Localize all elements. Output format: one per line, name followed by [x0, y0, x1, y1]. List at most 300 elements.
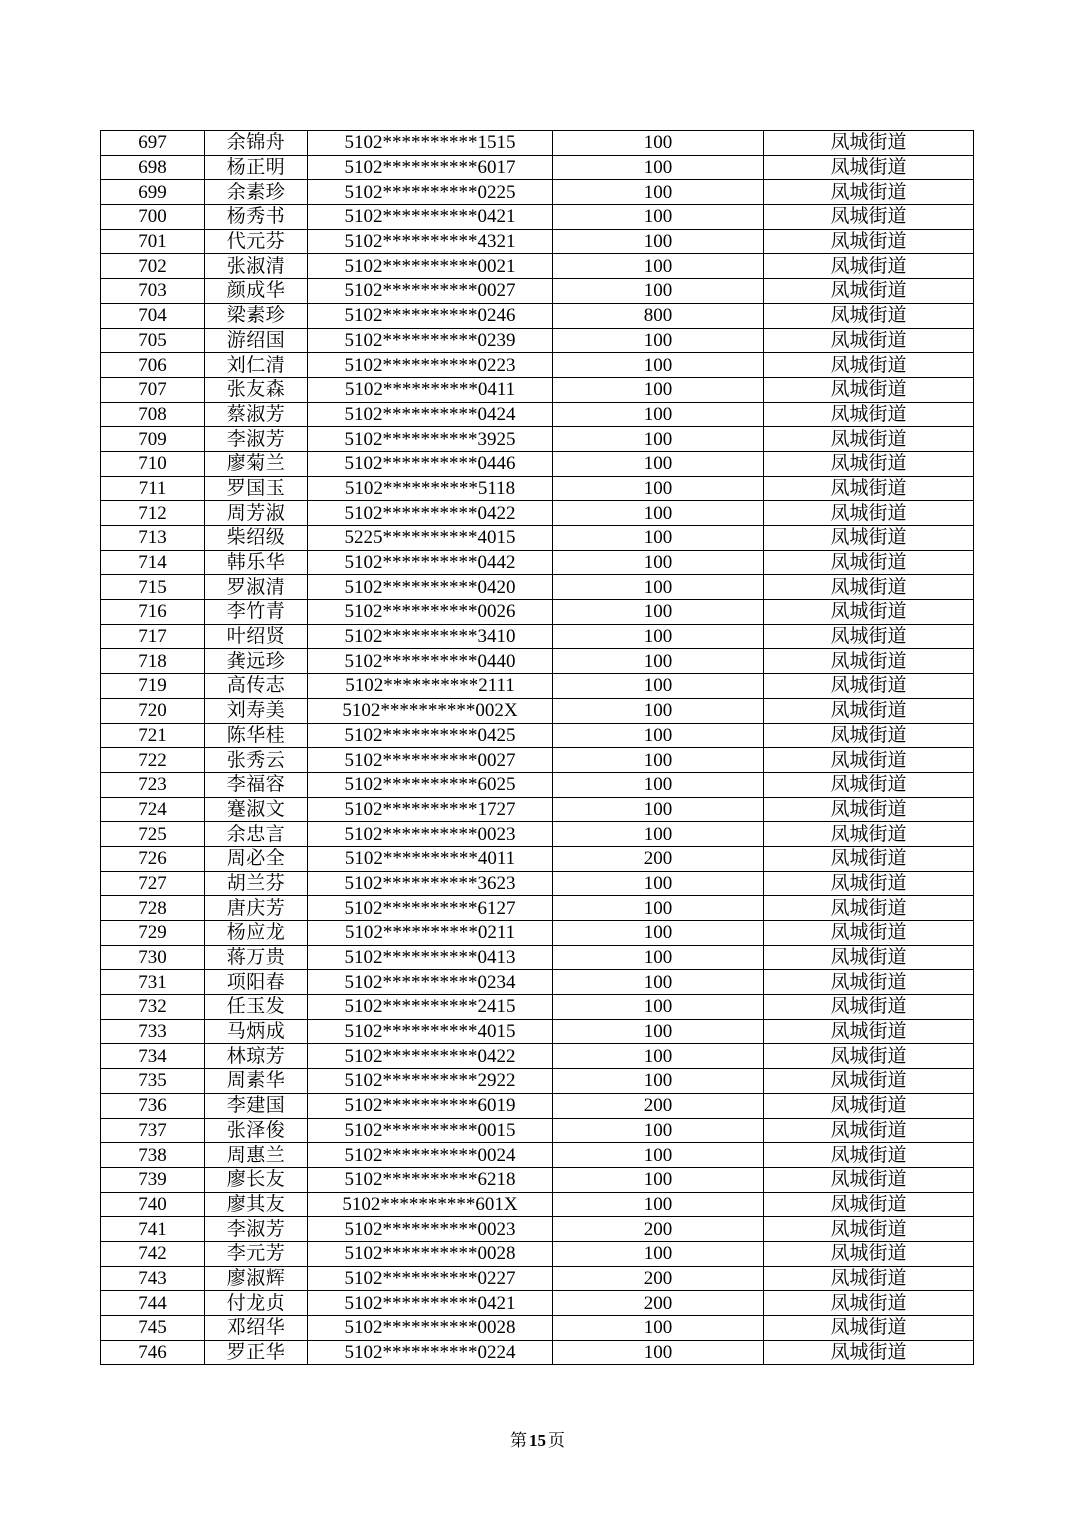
name-cell: 李竹青: [205, 600, 308, 625]
amount-cell: 100: [553, 180, 764, 205]
name-cell: 周芳淑: [205, 501, 308, 526]
street-cell: 凤城街道: [764, 229, 974, 254]
table-row: [101, 846, 974, 871]
seq-cell: 701: [101, 229, 205, 254]
name-cell: 陈华桂: [205, 723, 308, 748]
table-row: [101, 402, 974, 427]
amount-cell: 100: [553, 1044, 764, 1069]
seq-cell: 744: [101, 1291, 205, 1316]
id-number-cell: 5102**********3623: [308, 871, 553, 896]
street-cell: 凤城街道: [764, 896, 974, 921]
id-number-cell: 5102**********1727: [308, 797, 553, 822]
seq-cell: 699: [101, 180, 205, 205]
name-cell: 余素珍: [205, 180, 308, 205]
amount-cell: 100: [553, 624, 764, 649]
street-cell: 凤城街道: [764, 1340, 974, 1365]
name-cell: 颜成华: [205, 279, 308, 304]
id-number-cell: 5102**********1515: [308, 131, 553, 156]
street-cell: 凤城街道: [764, 649, 974, 674]
amount-cell: 100: [553, 229, 764, 254]
amount-cell: 100: [553, 1192, 764, 1217]
name-cell: 杨秀书: [205, 205, 308, 230]
street-cell: 凤城街道: [764, 501, 974, 526]
amount-cell: 200: [553, 846, 764, 871]
amount-cell: 100: [553, 575, 764, 600]
street-cell: 凤城街道: [764, 451, 974, 476]
name-cell: 周必全: [205, 846, 308, 871]
id-number-cell: 5102**********0028: [308, 1316, 553, 1341]
amount-cell: 100: [553, 1069, 764, 1094]
seq-cell: 720: [101, 698, 205, 723]
seq-cell: 718: [101, 649, 205, 674]
id-number-cell: 5102**********2415: [308, 995, 553, 1020]
amount-cell: 100: [553, 748, 764, 773]
id-number-cell: 5102**********0028: [308, 1241, 553, 1266]
seq-cell: 700: [101, 205, 205, 230]
name-cell: 余忠言: [205, 822, 308, 847]
street-cell: 凤城街道: [764, 1266, 974, 1291]
seq-cell: 737: [101, 1118, 205, 1143]
seq-cell: 723: [101, 772, 205, 797]
table-row: [101, 1316, 974, 1341]
amount-cell: 100: [553, 427, 764, 452]
seq-cell: 745: [101, 1316, 205, 1341]
seq-cell: 731: [101, 970, 205, 995]
amount-cell: 100: [553, 353, 764, 378]
street-cell: 凤城街道: [764, 1217, 974, 1242]
amount-cell: 200: [553, 1266, 764, 1291]
table-row: [101, 451, 974, 476]
seq-cell: 725: [101, 822, 205, 847]
seq-cell: 712: [101, 501, 205, 526]
amount-cell: 100: [553, 328, 764, 353]
amount-cell: 800: [553, 303, 764, 328]
name-cell: 高传志: [205, 674, 308, 699]
seq-cell: 726: [101, 846, 205, 871]
street-cell: 凤城街道: [764, 1044, 974, 1069]
street-cell: 凤城街道: [764, 254, 974, 279]
name-cell: 梁素珍: [205, 303, 308, 328]
seq-cell: 729: [101, 921, 205, 946]
table-row: [101, 822, 974, 847]
amount-cell: 100: [553, 921, 764, 946]
street-cell: 凤城街道: [764, 1241, 974, 1266]
name-cell: 叶绍贤: [205, 624, 308, 649]
seq-cell: 727: [101, 871, 205, 896]
amount-cell: 100: [553, 1019, 764, 1044]
seq-cell: 713: [101, 526, 205, 551]
id-number-cell: 5102**********0442: [308, 550, 553, 575]
street-cell: 凤城街道: [764, 279, 974, 304]
name-cell: 任玉发: [205, 995, 308, 1020]
seq-cell: 724: [101, 797, 205, 822]
seq-cell: 735: [101, 1069, 205, 1094]
street-cell: 凤城街道: [764, 748, 974, 773]
name-cell: 刘仁清: [205, 353, 308, 378]
id-number-cell: 5102**********0027: [308, 748, 553, 773]
amount-cell: 100: [553, 550, 764, 575]
id-number-cell: 5102**********6017: [308, 155, 553, 180]
page-label-suffix: 页: [548, 1431, 565, 1451]
table-row: [101, 575, 974, 600]
id-number-cell: 5102**********0421: [308, 205, 553, 230]
name-cell: 项阳春: [205, 970, 308, 995]
id-number-cell: 5102**********0413: [308, 945, 553, 970]
table-row: [101, 427, 974, 452]
name-cell: 柴绍级: [205, 526, 308, 551]
seq-cell: 704: [101, 303, 205, 328]
amount-cell: 100: [553, 526, 764, 551]
name-cell: 邓绍华: [205, 1316, 308, 1341]
table-row: [101, 748, 974, 773]
street-cell: 凤城街道: [764, 846, 974, 871]
seq-cell: 719: [101, 674, 205, 699]
name-cell: 罗国玉: [205, 476, 308, 501]
table-row: [101, 723, 974, 748]
seq-cell: 717: [101, 624, 205, 649]
id-number-cell: 5102**********0239: [308, 328, 553, 353]
amount-cell: 100: [553, 1316, 764, 1341]
table-row: [101, 1192, 974, 1217]
table-row: [101, 1118, 974, 1143]
table-row: [101, 180, 974, 205]
table-row: [101, 1266, 974, 1291]
street-cell: 凤城街道: [764, 1069, 974, 1094]
table-row: [101, 1093, 974, 1118]
name-cell: 蒋万贵: [205, 945, 308, 970]
seq-cell: 728: [101, 896, 205, 921]
amount-cell: 100: [553, 945, 764, 970]
amount-cell: 100: [553, 1340, 764, 1365]
amount-cell: 100: [553, 279, 764, 304]
table-row: [101, 303, 974, 328]
seq-cell: 739: [101, 1167, 205, 1192]
street-cell: 凤城街道: [764, 674, 974, 699]
seq-cell: 716: [101, 600, 205, 625]
name-cell: 蔡淑芳: [205, 402, 308, 427]
id-number-cell: 5102**********0421: [308, 1291, 553, 1316]
street-cell: 凤城街道: [764, 1316, 974, 1341]
roster-table: [100, 130, 974, 1365]
table-row: [101, 1217, 974, 1242]
id-number-cell: 5102**********0225: [308, 180, 553, 205]
street-cell: 凤城街道: [764, 1118, 974, 1143]
amount-cell: 100: [553, 205, 764, 230]
seq-cell: 743: [101, 1266, 205, 1291]
seq-cell: 742: [101, 1241, 205, 1266]
id-number-cell: 5102**********0422: [308, 1044, 553, 1069]
amount-cell: 100: [553, 254, 764, 279]
table-row: [101, 624, 974, 649]
seq-cell: 722: [101, 748, 205, 773]
id-number-cell: 5102**********0422: [308, 501, 553, 526]
id-number-cell: 5102**********4015: [308, 1019, 553, 1044]
name-cell: 代元芬: [205, 229, 308, 254]
amount-cell: 100: [553, 1167, 764, 1192]
amount-cell: 100: [553, 649, 764, 674]
table-row: [101, 772, 974, 797]
page-number: 15: [529, 1431, 546, 1450]
table-row: [101, 797, 974, 822]
page-label-prefix: 第: [510, 1431, 527, 1451]
street-cell: 凤城街道: [764, 205, 974, 230]
street-cell: 凤城街道: [764, 772, 974, 797]
street-cell: 凤城街道: [764, 1019, 974, 1044]
id-number-cell: 5102**********0023: [308, 1217, 553, 1242]
table-row: [101, 1291, 974, 1316]
amount-cell: 200: [553, 1093, 764, 1118]
amount-cell: 100: [553, 995, 764, 1020]
street-cell: 凤城街道: [764, 353, 974, 378]
id-number-cell: 5102**********3410: [308, 624, 553, 649]
id-number-cell: 5102**********0023: [308, 822, 553, 847]
id-number-cell: 5102**********0246: [308, 303, 553, 328]
id-number-cell: 5102**********5118: [308, 476, 553, 501]
amount-cell: 100: [553, 797, 764, 822]
street-cell: 凤城街道: [764, 402, 974, 427]
id-number-cell: 5102**********0446: [308, 451, 553, 476]
street-cell: 凤城街道: [764, 698, 974, 723]
amount-cell: 100: [553, 871, 764, 896]
name-cell: 唐庆芳: [205, 896, 308, 921]
name-cell: 廖淑辉: [205, 1266, 308, 1291]
name-cell: 余锦舟: [205, 131, 308, 156]
table-row: [101, 155, 974, 180]
name-cell: 周惠兰: [205, 1143, 308, 1168]
amount-cell: 100: [553, 155, 764, 180]
table-row: [101, 550, 974, 575]
street-cell: 凤城街道: [764, 575, 974, 600]
table-row: [101, 1069, 974, 1094]
id-number-cell: 5102**********0026: [308, 600, 553, 625]
amount-cell: 100: [553, 600, 764, 625]
table-row: [101, 131, 974, 156]
table-row: [101, 229, 974, 254]
street-cell: 凤城街道: [764, 723, 974, 748]
id-number-cell: 5102**********6019: [308, 1093, 553, 1118]
table-row: [101, 501, 974, 526]
street-cell: 凤城街道: [764, 526, 974, 551]
table-row: [101, 945, 974, 970]
name-cell: 周素华: [205, 1069, 308, 1094]
street-cell: 凤城街道: [764, 377, 974, 402]
street-cell: 凤城街道: [764, 550, 974, 575]
seq-cell: 697: [101, 131, 205, 156]
id-number-cell: 5102**********0234: [308, 970, 553, 995]
seq-cell: 738: [101, 1143, 205, 1168]
page-footer: [0, 1430, 1075, 1452]
name-cell: 张友森: [205, 377, 308, 402]
amount-cell: 200: [553, 1217, 764, 1242]
table-row: [101, 353, 974, 378]
seq-cell: 710: [101, 451, 205, 476]
street-cell: 凤城街道: [764, 180, 974, 205]
name-cell: 李淑芳: [205, 1217, 308, 1242]
street-cell: 凤城街道: [764, 921, 974, 946]
street-cell: 凤城街道: [764, 328, 974, 353]
id-number-cell: 5102**********0027: [308, 279, 553, 304]
seq-cell: 732: [101, 995, 205, 1020]
id-number-cell: 5102**********3925: [308, 427, 553, 452]
amount-cell: 100: [553, 822, 764, 847]
street-cell: 凤城街道: [764, 797, 974, 822]
seq-cell: 721: [101, 723, 205, 748]
seq-cell: 711: [101, 476, 205, 501]
id-number-cell: 5102**********0015: [308, 1118, 553, 1143]
name-cell: 李福容: [205, 772, 308, 797]
name-cell: 刘寿美: [205, 698, 308, 723]
street-cell: 凤城街道: [764, 427, 974, 452]
street-cell: 凤城街道: [764, 303, 974, 328]
name-cell: 李建国: [205, 1093, 308, 1118]
seq-cell: 706: [101, 353, 205, 378]
table-row: [101, 1044, 974, 1069]
table-row: [101, 476, 974, 501]
seq-cell: 702: [101, 254, 205, 279]
name-cell: 付龙贞: [205, 1291, 308, 1316]
id-number-cell: 5102**********4321: [308, 229, 553, 254]
amount-cell: 100: [553, 970, 764, 995]
seq-cell: 709: [101, 427, 205, 452]
amount-cell: 100: [553, 723, 764, 748]
table-row: [101, 1167, 974, 1192]
seq-cell: 698: [101, 155, 205, 180]
amount-cell: 100: [553, 476, 764, 501]
amount-cell: 100: [553, 1118, 764, 1143]
table-row: [101, 377, 974, 402]
id-number-cell: 5102**********2111: [308, 674, 553, 699]
table-row: [101, 649, 974, 674]
name-cell: 游绍国: [205, 328, 308, 353]
name-cell: 林琼芳: [205, 1044, 308, 1069]
table-row: [101, 1143, 974, 1168]
name-cell: 廖长友: [205, 1167, 308, 1192]
seq-cell: 734: [101, 1044, 205, 1069]
street-cell: 凤城街道: [764, 995, 974, 1020]
id-number-cell: 5102**********6025: [308, 772, 553, 797]
id-number-cell: 5102**********0223: [308, 353, 553, 378]
id-number-cell: 5102**********0420: [308, 575, 553, 600]
table-row: [101, 1241, 974, 1266]
street-cell: 凤城街道: [764, 822, 974, 847]
id-number-cell: 5102**********6127: [308, 896, 553, 921]
table-row: [101, 896, 974, 921]
amount-cell: 100: [553, 501, 764, 526]
name-cell: 李淑芳: [205, 427, 308, 452]
name-cell: 张泽俊: [205, 1118, 308, 1143]
table-row: [101, 600, 974, 625]
street-cell: 凤城街道: [764, 1192, 974, 1217]
id-number-cell: 5102**********0440: [308, 649, 553, 674]
id-number-cell: 5102**********0024: [308, 1143, 553, 1168]
street-cell: 凤城街道: [764, 476, 974, 501]
id-number-cell: 5102**********0224: [308, 1340, 553, 1365]
id-number-cell: 5102**********0227: [308, 1266, 553, 1291]
amount-cell: 100: [553, 451, 764, 476]
amount-cell: 200: [553, 1291, 764, 1316]
amount-cell: 100: [553, 772, 764, 797]
seq-cell: 741: [101, 1217, 205, 1242]
amount-cell: 100: [553, 1241, 764, 1266]
table-row: [101, 205, 974, 230]
street-cell: 凤城街道: [764, 945, 974, 970]
seq-cell: 714: [101, 550, 205, 575]
amount-cell: 100: [553, 896, 764, 921]
street-cell: 凤城街道: [764, 155, 974, 180]
table-row: [101, 254, 974, 279]
table-row: [101, 921, 974, 946]
street-cell: 凤城街道: [764, 1291, 974, 1316]
name-cell: 胡兰芬: [205, 871, 308, 896]
street-cell: 凤城街道: [764, 1167, 974, 1192]
table-row: [101, 995, 974, 1020]
table-row: [101, 674, 974, 699]
seq-cell: 746: [101, 1340, 205, 1365]
amount-cell: 100: [553, 131, 764, 156]
name-cell: 龚远珍: [205, 649, 308, 674]
street-cell: 凤城街道: [764, 131, 974, 156]
seq-cell: 707: [101, 377, 205, 402]
name-cell: 杨应龙: [205, 921, 308, 946]
table-row: [101, 328, 974, 353]
seq-cell: 736: [101, 1093, 205, 1118]
id-number-cell: 5102**********0021: [308, 254, 553, 279]
name-cell: 蹇淑文: [205, 797, 308, 822]
id-number-cell: 5102**********601X: [308, 1192, 553, 1217]
seq-cell: 703: [101, 279, 205, 304]
name-cell: 马炳成: [205, 1019, 308, 1044]
name-cell: 张秀云: [205, 748, 308, 773]
name-cell: 廖其友: [205, 1192, 308, 1217]
name-cell: 杨正明: [205, 155, 308, 180]
street-cell: 凤城街道: [764, 1143, 974, 1168]
id-number-cell: 5102**********2922: [308, 1069, 553, 1094]
id-number-cell: 5102**********0211: [308, 921, 553, 946]
name-cell: 廖菊兰: [205, 451, 308, 476]
name-cell: 张淑清: [205, 254, 308, 279]
id-number-cell: 5102**********6218: [308, 1167, 553, 1192]
id-number-cell: 5102**********0411: [308, 377, 553, 402]
seq-cell: 715: [101, 575, 205, 600]
name-cell: 罗正华: [205, 1340, 308, 1365]
id-number-cell: 5102**********002X: [308, 698, 553, 723]
table-row: [101, 1340, 974, 1365]
seq-cell: 705: [101, 328, 205, 353]
table-row: [101, 526, 974, 551]
table-row: [101, 970, 974, 995]
table-row: [101, 871, 974, 896]
name-cell: 罗淑清: [205, 575, 308, 600]
amount-cell: 100: [553, 674, 764, 699]
id-number-cell: 5102**********4011: [308, 846, 553, 871]
table-row: [101, 698, 974, 723]
amount-cell: 100: [553, 1143, 764, 1168]
seq-cell: 730: [101, 945, 205, 970]
amount-cell: 100: [553, 698, 764, 723]
roster-table-body: [101, 131, 974, 1365]
street-cell: 凤城街道: [764, 624, 974, 649]
seq-cell: 708: [101, 402, 205, 427]
table-row: [101, 279, 974, 304]
amount-cell: 100: [553, 402, 764, 427]
amount-cell: 100: [553, 377, 764, 402]
street-cell: 凤城街道: [764, 970, 974, 995]
street-cell: 凤城街道: [764, 1093, 974, 1118]
table-row: [101, 1019, 974, 1044]
seq-cell: 733: [101, 1019, 205, 1044]
seq-cell: 740: [101, 1192, 205, 1217]
id-number-cell: 5225**********4015: [308, 526, 553, 551]
